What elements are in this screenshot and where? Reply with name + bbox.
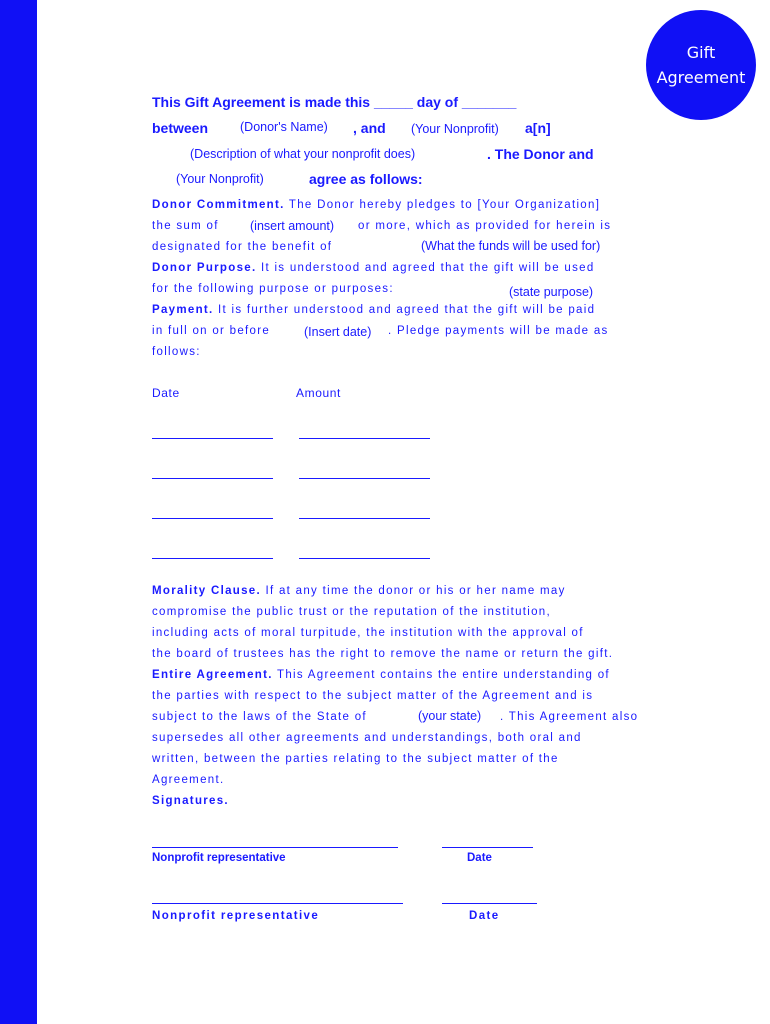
schedule-amount-line-1[interactable]: [299, 438, 430, 439]
nonprofit-name-field[interactable]: (Your Nonprofit): [411, 122, 499, 136]
payment-title: Payment.: [152, 304, 214, 316]
schedule-amount-line-2[interactable]: [299, 478, 430, 479]
insert-date-field[interactable]: (Insert date): [304, 325, 372, 339]
entire-text-3b: . This Agreement also: [500, 711, 639, 723]
entire-text-3a: subject to the laws of the State of: [152, 711, 367, 723]
intro-between: between: [152, 120, 209, 136]
signature-date-label-2: Date: [469, 910, 500, 922]
signature-line-2[interactable]: [152, 903, 403, 904]
signature-date-label-1: Date: [467, 852, 492, 864]
schedule-date-line-1[interactable]: [152, 438, 273, 439]
sidebar-bar: [0, 0, 37, 1024]
entire-text-2: the parties with respect to the subject matter of the Agreement and is: [152, 690, 594, 702]
nonprofit-name-field-2[interactable]: (Your Nonprofit): [176, 172, 264, 186]
payment-line-1: [152, 304, 595, 316]
badge-line-2: Agreement: [656, 68, 746, 87]
gift-agreement-badge: [646, 10, 756, 120]
nonprofit-rep-label-1: Nonprofit representative: [152, 852, 286, 864]
insert-amount-field[interactable]: (insert amount): [250, 219, 335, 233]
description-field[interactable]: (Description of what your nonprofit does): [190, 147, 416, 161]
commitment-text-3a: designated for the benefit of: [152, 241, 333, 253]
morality-text-4: the board of trustees has the right to remove the name or return the gift.: [152, 648, 614, 660]
funds-use-field[interactable]: (What the funds will be used for): [421, 239, 601, 253]
morality-text-2: compromise the public trust or the reputation of the institution,: [152, 606, 551, 618]
entire-text-1: This Agreement contains the entire understanding of: [272, 669, 610, 681]
signature-line-1[interactable]: [152, 847, 398, 848]
commitment-text-2b: or more, which as provided for herein is: [358, 220, 612, 232]
morality-text-1: If at any time the donor or his or her name may: [261, 585, 566, 597]
commitment-line-1: [152, 199, 600, 211]
entire-text-6: Agreement.: [152, 774, 225, 786]
intro-agree: agree as follows:: [309, 171, 423, 187]
intro-line-1: This Gift Agreement is made this _____ day of _______: [152, 94, 517, 110]
schedule-date-line-2[interactable]: [152, 478, 273, 479]
purpose-text-1: It is understood and agreed that the gift will be used: [256, 262, 595, 274]
entire-text-5: written, between the parties relating to the subject matter of the: [152, 753, 559, 765]
schedule-date-line-4[interactable]: [152, 558, 273, 559]
payment-text-3: follows:: [152, 346, 201, 358]
intro-the-donor-and: . The Donor and: [487, 146, 594, 162]
commitment-title: Donor Commitment.: [152, 199, 285, 211]
signature-date-line-2[interactable]: [442, 903, 537, 904]
purpose-title: Donor Purpose.: [152, 262, 257, 274]
intro-and: , and: [353, 120, 386, 136]
commitment-text-1: The Donor hereby pledges to [Your Organization]: [284, 199, 601, 211]
entire-line-1: [152, 669, 610, 681]
nonprofit-rep-label-2: Nonprofit representative: [152, 910, 320, 922]
morality-title: Morality Clause.: [152, 585, 261, 597]
donor-name-field[interactable]: (Donor's Name): [240, 120, 328, 134]
purpose-text-2: for the following purpose or purposes:: [152, 283, 394, 295]
schedule-amount-label: Amount: [296, 386, 341, 400]
schedule-date-label: Date: [152, 386, 180, 400]
commitment-text-2a: the sum of: [152, 220, 219, 232]
morality-line-1: [152, 585, 566, 597]
payment-text-1: It is further understood and agreed that the gift will be paid: [213, 304, 596, 316]
schedule-amount-line-4[interactable]: [299, 558, 430, 559]
purpose-line-1: [152, 262, 595, 274]
your-state-field[interactable]: (your state): [418, 709, 482, 723]
intro-an: a[n]: [525, 120, 551, 136]
morality-text-3: including acts of moral turpitude, the institution with the approval of: [152, 627, 584, 639]
schedule-amount-line-3[interactable]: [299, 518, 430, 519]
signature-date-line-1[interactable]: [442, 847, 533, 848]
signatures-title: Signatures.: [152, 795, 229, 807]
badge-line-1: Gift: [686, 43, 716, 62]
payment-text-2a: in full on or before: [152, 325, 271, 337]
payment-text-2b: . Pledge payments will be made as: [388, 325, 609, 337]
entire-text-4: supersedes all other agreements and understandings, both oral and: [152, 732, 582, 744]
entire-title: Entire Agreement.: [152, 669, 273, 681]
schedule-date-line-3[interactable]: [152, 518, 273, 519]
state-purpose-field[interactable]: (state purpose): [509, 285, 594, 299]
